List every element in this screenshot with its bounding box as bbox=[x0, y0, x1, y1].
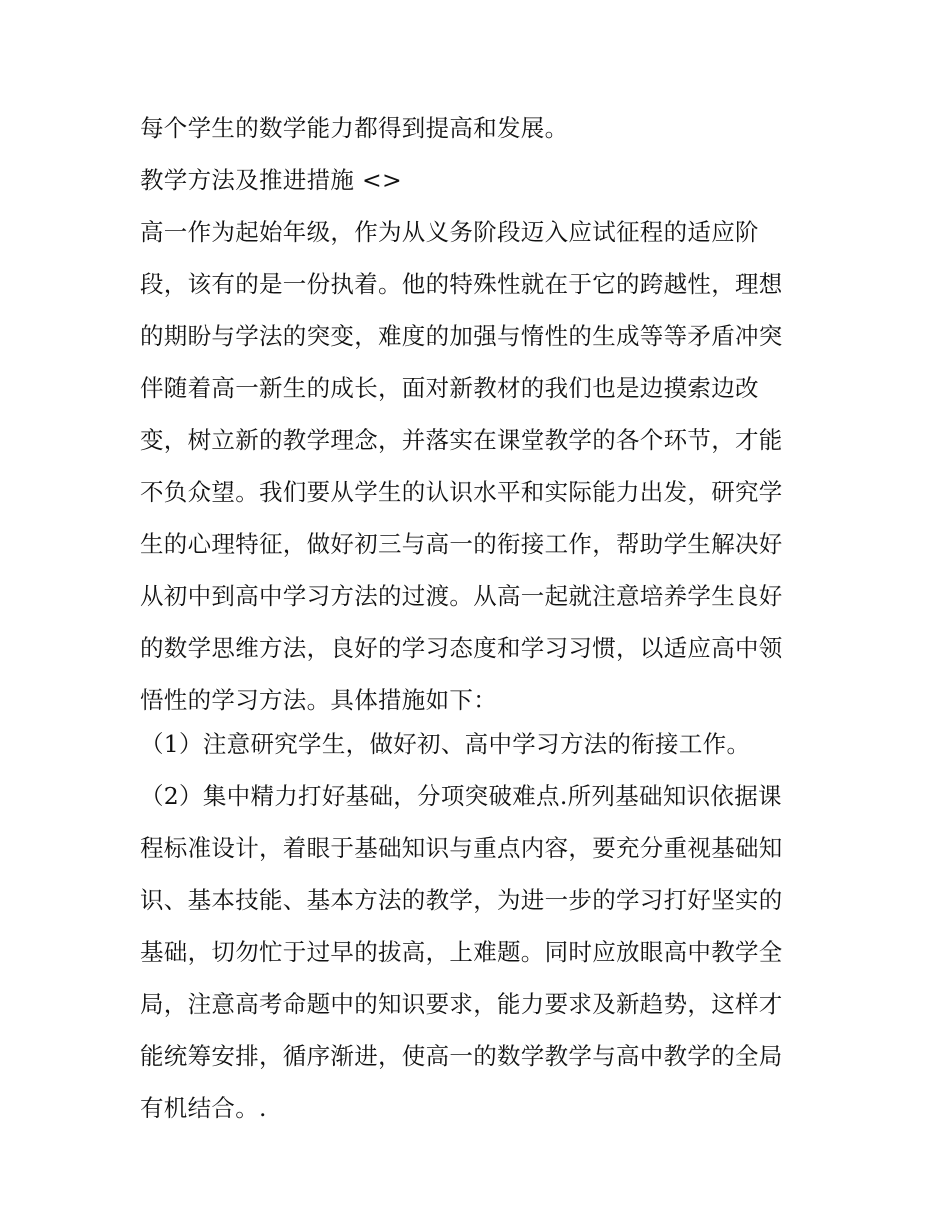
text-line: 生的心理特征，做好初三与高一的衔接工作，帮助学生解决好 bbox=[140, 530, 783, 558]
text-line: 高一作为起始年级，作为从义务阶段迈入应试征程的适应阶 bbox=[140, 218, 759, 246]
text-line: 变，树立新的教学理念，并落实在课堂教学的各个环节，才能 bbox=[140, 426, 783, 454]
text-line: 基础，切勿忙于过早的拔高，上难题。同时应放眼高中教学全 bbox=[140, 938, 783, 966]
section-heading: 教学方法及推进措施 <> bbox=[140, 166, 402, 194]
text-line: 局，注意高考命题中的知识要求，能力要求及新趋势，这样才 bbox=[140, 990, 783, 1018]
list-item-2: （2）集中精力打好基础，分项突破难点.所列基础知识依据课 bbox=[140, 782, 782, 810]
list-item-1: （1）注意研究学生，做好初、高中学习方法的衔接工作。 bbox=[140, 730, 751, 758]
text-line: 悟性的学习方法。具体措施如下： bbox=[140, 686, 497, 714]
text-line: 的数学思维方法，良好的学习态度和学习习惯，以适应高中领 bbox=[140, 634, 783, 662]
text-line: 能统筹安排，循序渐进，使高一的数学教学与高中教学的全局 bbox=[140, 1042, 783, 1070]
text-line: 段，该有的是一份执着。他的特殊性就在于它的跨越性，理想 bbox=[140, 270, 783, 298]
text-line: 有机结合。. bbox=[140, 1094, 267, 1122]
text-line: 识、基本技能、基本方法的教学，为进一步的学习打好坚实的 bbox=[140, 886, 783, 914]
text-line: 的期盼与学法的突变，难度的加强与惰性的生成等等矛盾冲突 bbox=[140, 322, 783, 350]
text-line: 伴随着高一新生的成长，面对新教材的我们也是边摸索边改 bbox=[140, 374, 759, 402]
text-line: 程标准设计，着眼于基础知识与重点内容，要充分重视基础知 bbox=[140, 834, 783, 862]
text-line: 每个学生的数学能力都得到提高和发展。 bbox=[140, 114, 569, 142]
text-line: 从初中到高中学习方法的过渡。从高一起就注意培养学生良好 bbox=[140, 582, 783, 610]
text-line: 不负众望。我们要从学生的认识水平和实际能力出发，研究学 bbox=[140, 478, 783, 506]
